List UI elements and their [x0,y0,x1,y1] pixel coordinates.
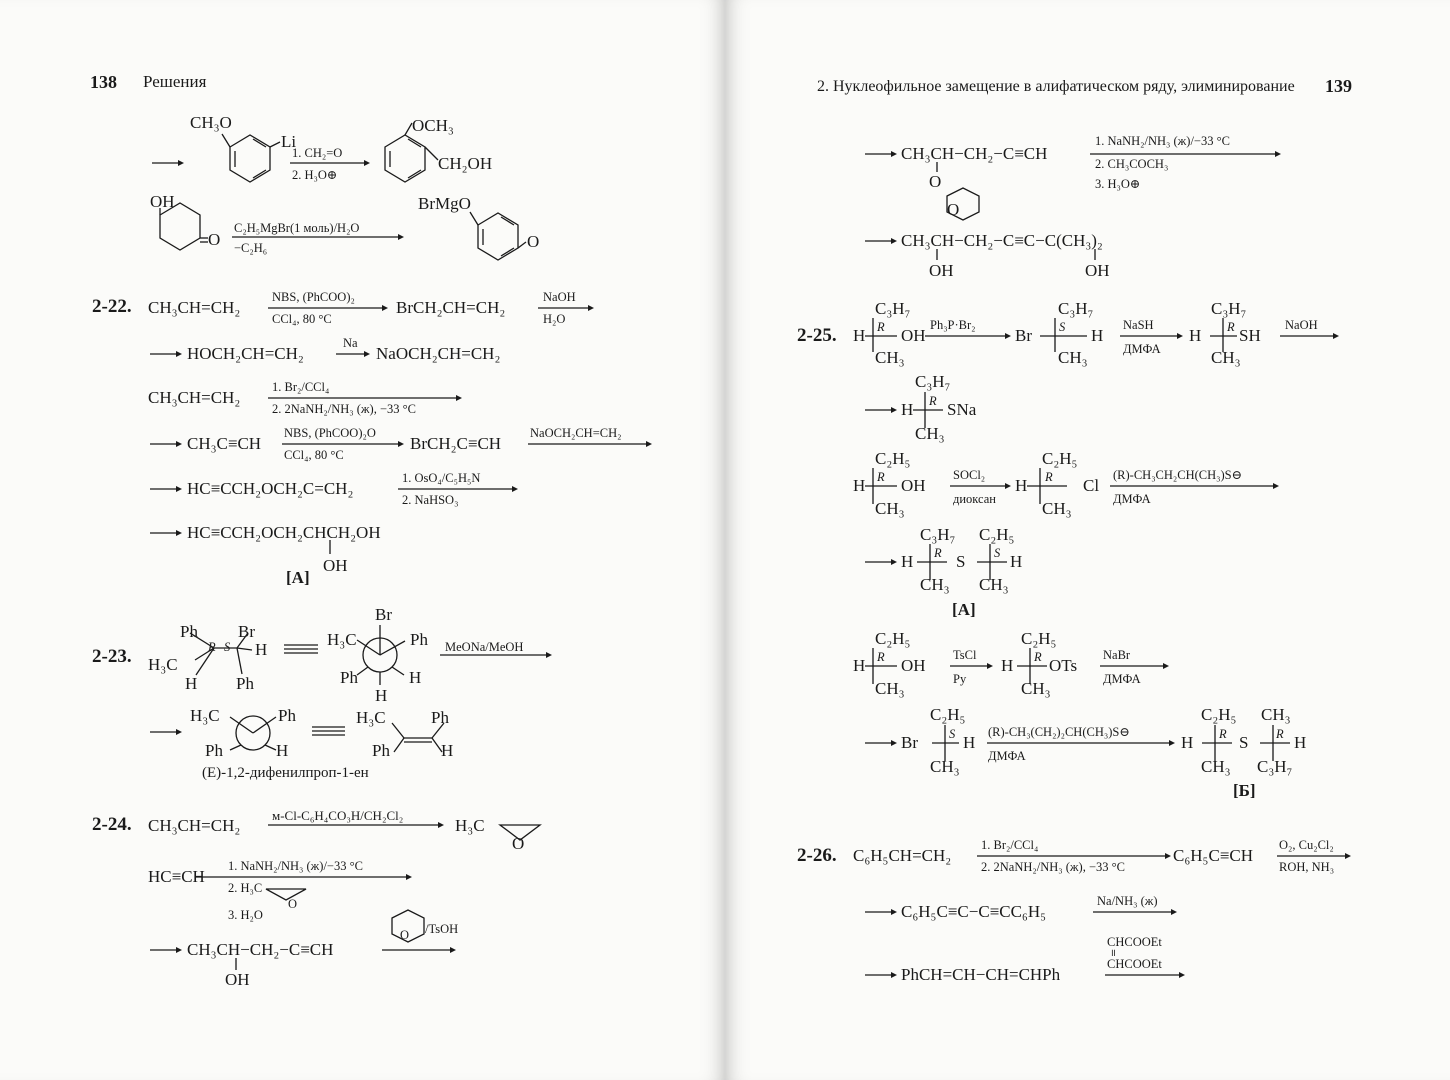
substituent-top: C₃H₇ [920,525,956,544]
reagent: 1. NaNH₂/NH₃ (ж)/−33 °C [1095,134,1230,148]
substituent-bottom: C₃H₇ [1257,757,1293,776]
substituent-bottom: CH₃ [875,679,905,698]
reagent: 2. 2NaNH₂/NH₃ (ж), −33 °C [981,860,1125,874]
reagent: Na/NH₃ (ж) [1097,894,1158,908]
config-label: R [1219,727,1227,741]
config-label: R [877,650,885,664]
atom-label: Ph [372,741,390,760]
reagent: (R)-CH₃CH₂CH(CH₃)S⊖ [1113,468,1243,482]
substituent-top: C₂H₅ [875,629,911,648]
reagent: 2. CH₃COCH₃ [1095,157,1169,171]
formula: BrCH₂C≡CH [410,434,502,453]
config-label: S [994,546,1001,560]
substituent-bottom: CH₃ [1058,348,1088,367]
substituent-bottom: CH₃ [1021,679,1051,698]
lithium-label: Li [281,132,297,151]
reagent: H₂O [543,312,566,326]
substituent-bottom: CH₃ [915,424,945,443]
reagent: NBS, (PhCOO)₂ [272,290,355,304]
substituent-right: H [1294,733,1307,752]
formula: CH₃CH=CH₂ [148,298,241,317]
substituent-right: OH [901,476,926,495]
reagent: 2. 2NaNH₂/NH₃ (ж), −33 °C [272,402,416,416]
substituent-top: CH₃ [1261,705,1291,724]
substituent-left: H [1189,326,1202,345]
reagent: CHCOOEt [1107,935,1162,949]
reagent: MeONa/MeOH [445,640,524,654]
problem-label-2-25: 2-25. [797,325,837,346]
atom-label: O [512,834,525,853]
substituent-left: H [1001,656,1014,675]
reagent: 1. NaNH₂/NH₃ (ж)/−33 °C [228,859,363,873]
formula: HC≡CCH₂OCH₂CHCH₂OH [187,523,381,542]
reagent: NaSH [1123,318,1154,332]
product-methoxy-label: OCH₃ [412,116,454,135]
formula: CH₃CH=CH₂ [148,816,241,835]
benzene-ring-2 [385,135,425,182]
substituent-left: H [1015,476,1028,495]
substituent-top: C₂H₅ [1021,629,1057,648]
atom-label: O [400,928,410,942]
reagent: O₂, Cu₂Cl₂ [1279,838,1334,852]
hydroxy-label: OH [150,192,175,211]
formula: CH₃CH−CH₂−C≡CH [187,940,334,959]
atom-label: Ph [410,630,428,649]
atom-label: Br [238,622,255,641]
substituent-bottom: CH₃ [875,348,905,367]
epoxide-ring-2 [266,889,306,900]
running-head: 2. Нуклеофильное замещение в алифатическом ряду, элиминирование [817,78,1295,95]
reagent: м-Cl-C₆H₄CO₃H/CH₂Cl₂ [272,808,404,823]
benzene-ring-1 [230,135,270,182]
config-label: R [208,640,216,654]
reagent: 1. Br₂/CCl₄ [272,380,330,394]
formula: HC≡CH [148,867,205,886]
substituent-left: H [1181,733,1194,752]
substituent-bottom: CH₃ [1211,348,1241,367]
substituent-top: C₂H₅ [979,525,1015,544]
atom-label: H [409,668,422,687]
substituent-top: C₂H₅ [875,449,911,468]
reagent-ethane-loss: −C₂H₆ [234,241,268,255]
problem-label-2-24: 2-24. [92,814,132,835]
atom-label: H [441,741,454,760]
substituent-right: SH [1239,326,1261,345]
config-label: S [224,640,231,654]
right-page [725,0,1450,1080]
substituent-left: H [901,552,914,571]
config-label: R [1227,320,1235,334]
substituent-right: OTs [1049,656,1078,675]
atom-label: O [288,897,298,911]
atom-label: Ph [278,706,296,725]
substituent-left: H [853,326,866,345]
substituent-bottom: CH₃ [1201,757,1231,776]
substituent-bottom: CH₃ [1042,499,1072,518]
atom-label: H [185,674,198,693]
substituent-right: H [1010,552,1023,571]
reagent: 3. H₃O⊕ [1095,177,1141,191]
reagent: диоксан [953,492,996,506]
substituent-top: C₃H₇ [875,299,911,318]
config-label: R [877,320,885,334]
hydroxy-label: OH [225,970,250,989]
substituent-left: Br [1015,326,1032,345]
atom-label: H [375,686,388,705]
substituent-right: OH [901,326,926,345]
reagent: ДМФА [1113,492,1151,506]
config-label: R [1034,650,1042,664]
atom-label: Ph [431,708,449,727]
reagent: ДМФА [988,749,1026,763]
reagent: CHCOOEt [1107,957,1162,971]
substituent-left: Br [901,733,918,752]
reagent: NBS, (PhCOO)₂O [284,426,376,440]
config-label: R [877,470,885,484]
formula: H₃C [455,816,485,835]
reagent: CCl₄, 80 °C [272,312,332,326]
right-page-drawing [725,0,1450,1080]
running-head: Решения [143,72,207,91]
double-bond-mark: ॥ [1110,948,1116,959]
reagent: (R)-CH₃(CH₂)₂CH(CH₃)S⊖ [988,725,1130,739]
benzene-ring-3 [478,213,518,260]
config-label: R [929,394,937,408]
substituent-bottom: CH₃ [875,499,905,518]
methoxy-label: CH₃O [190,113,232,132]
reagent: 2. H₃C [228,881,263,895]
reagent: ДМФА [1103,672,1141,686]
substituent-top: C₂H₅ [1042,449,1078,468]
reagent: TsCl [953,648,977,662]
atom-label: Ph [236,674,254,693]
reagent: SOCl₂ [953,468,986,482]
config-label: R [1276,727,1284,741]
product-ketone-oxygen: O [527,232,540,251]
substituent-right: H [963,733,976,752]
problem-label-2-23: 2-23. [92,646,132,667]
substituent-bottom: CH₃ [920,575,950,594]
formula: CH₃CH−CH₂−C≡CH [901,144,1048,163]
page-number: 139 [1325,76,1352,96]
atom-label: H [276,741,289,760]
reagent: NaOCH₂CH=CH₂ [530,426,622,440]
atom-label: O [947,200,960,219]
problem-label-2-26: 2-26. [797,845,837,866]
substituent-top: C₂H₅ [1201,705,1237,724]
config-label: S [1059,320,1066,334]
formula: C₆H₅C≡C−C≡CC₆H₅ [901,902,1047,921]
config-label: R [934,546,942,560]
reagent: 3. H₂O [228,908,263,922]
reagent: CCl₄, 80 °C [284,448,344,462]
formula: BrCH₂CH=CH₂ [396,298,506,317]
substituent-right: Cl [1083,476,1100,495]
product-ch2oh-label: CH₂OH [438,154,493,173]
substituent-top: C₃H₇ [915,372,951,391]
page-number: 138 [90,72,117,92]
substituent-left: H [853,476,866,495]
reagent: 1. Br₂/CCl₄ [981,838,1039,852]
substituent-bottom: CH₃ [979,575,1009,594]
hydroxy-label: OH [929,261,954,280]
atom-label: Br [375,605,392,624]
reagent: NaOH [1285,318,1318,332]
formula: PhCH=CH−CH=CHPh [901,965,1061,984]
formula: NaOCH₂CH=CH₂ [376,344,501,363]
hydroxy-label: OH [1085,261,1110,280]
atom-label: O [929,172,942,191]
formula: CH₃CH=CH₂ [148,388,241,407]
atom-label: H [255,640,268,659]
reagent-grignard: C₂H₅MgBr(1 моль)/H₂O [234,221,360,235]
sulfur-label: S [956,552,966,571]
atom-label: Ph [340,668,358,687]
formula: HOCH₂CH=CH₂ [187,344,304,363]
substituent-top: C₃H₇ [1058,299,1094,318]
config-label: S [949,727,956,741]
substituent-left: H [853,656,866,675]
brmgo-label: BrMgO [418,194,471,213]
compound-tag-b: [Б] [1233,781,1256,800]
substituent-right: SNa [947,400,977,419]
substituent-right: H [1091,326,1104,345]
formula: C₆H₅CH=CH₂ [853,846,952,865]
reagent: 2. NaHSO₃ [402,493,459,507]
sulfur-label: S [1239,733,1249,752]
substituent-top: C₃H₇ [1211,299,1247,318]
substituent-bottom: CH₃ [930,757,960,776]
reagent: ДМФА [1123,342,1161,356]
compound-tag-a: [A] [286,568,310,587]
atom-label: H₃C [190,706,220,725]
substituent-left: H [901,400,914,419]
atom-label: H₃C [356,708,386,727]
formula: CH₃C≡CH [187,434,262,453]
atom-label: H₃C [327,630,357,649]
reagent: NaOH [543,290,576,304]
reagent-formaldehyde: 1. CH₂=O [292,146,343,160]
atom-label: Ph [205,741,223,760]
reagent: NaBr [1103,648,1131,662]
compound-name-caption: (E)-1,2-дифенилпроп-1-ен [202,765,369,781]
config-label: R [1045,470,1053,484]
formula: C₆H₅C≡CH [1173,846,1254,865]
reagent: ROH, NH₃ [1279,860,1335,874]
reagent: Na [343,336,358,350]
reagent: Py [953,672,967,686]
formula: HC≡CCH₂OCH₂C=CH₂ [187,479,354,498]
atom-label: H₃C [148,655,178,674]
reagent-hydronium: 2. H₃O⊕ [292,168,338,182]
atom-label: Ph [180,622,198,641]
reagent: /TsOH [425,922,459,936]
compound-tag-a: [A] [952,600,976,619]
substituent-right: OH [901,656,926,675]
hydroxy-label: OH [323,556,348,575]
problem-label-2-22: 2-22. [92,296,132,317]
formula: CH₃CH−CH₂−C≡C−C(CH₃)₂ [901,231,1103,250]
substituent-top: C₂H₅ [930,705,966,724]
reagent: 1. OsO₄/C₅H₅N [402,471,481,485]
reagent: Ph₃P·Br₂ [930,318,976,332]
ketone-oxygen: O [208,230,221,249]
